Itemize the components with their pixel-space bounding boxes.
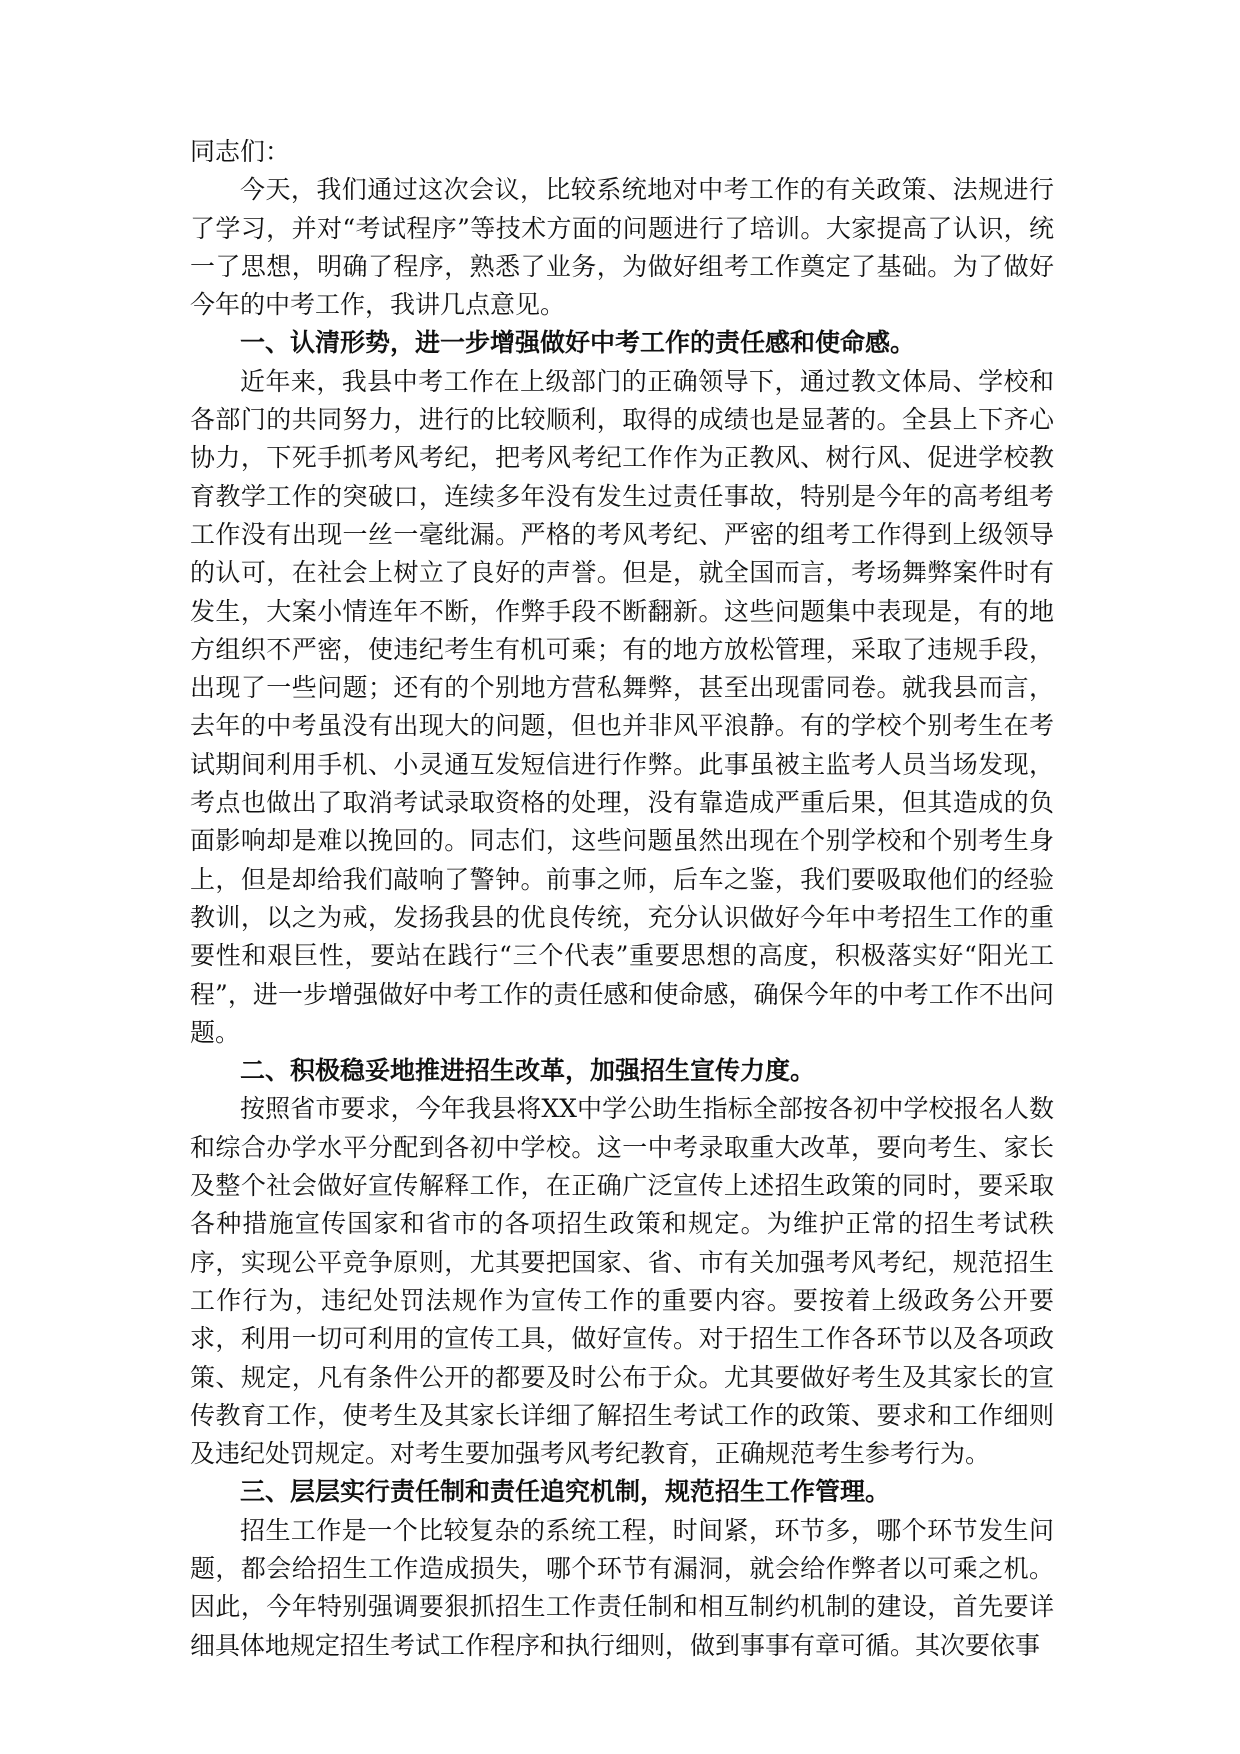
section-1-heading: 一、认清形势，进一步增强做好中考工作的责任感和使命感。 <box>240 328 916 358</box>
section-1-paragraph: 近年来，我县中考工作在上级部门的正确领导下，通过教文体局、学校和各部门的共同努力，进行的比较顺利，取得的成绩也是显著的。全县上下齐心协力，下死手抓考风考纪，把考风考纪工作作为正教风、树行风、促进学校教育教学工作的突破口，连续多年没有发生过责任事故，特别是今年的高考组考工作没有出现一丝一毫纰漏。严格的考风考纪、严密的组考工作得到上级领导的认可，在社会上树立了良好的声誉。但是，就全国而言，考场舞弊案件时有发生，大案小情连年不断，作弊手段不断翻新。这些问题集中表现是，有的地方组织不严密，使违纪考生有机可乘；有的地方放松管理，采取了违规手段，出现了一些问题；还有的个别地方营私舞弊，甚至出现雷同卷。就我县而言，去年的中考虽没有出现大的问题，但也并非风平浪静。有的学校个别考生在考试期间利用手机、小灵通互发短信进行作弊。此事虽被主监考人员当场发现，考点也做出了取消考试录取资格的处理，没有靠造成严重后果，但其造成的负面影响却是难以挽回的。同志们，这些问题虽然出现在个别学校和个别考生身上，但是却给我们敲响了警钟。前事之师，后车之鉴，我们要吸取他们的经验教训，以之为戒，发扬我县的优良传统，充分认识做好今年中考招生工作的重要性和艰巨性，要站在践行“三个代表”重要思想的高度，积极落实好“阳光工程”，进一步增强做好中考工作的责任感和使命感，确保今年的中考工作不出问题。 <box>190 366 1054 1047</box>
section-3-heading: 三、层层实行责任制和责任追究机制，规范招生工作管理。 <box>240 1477 891 1507</box>
section-3-paragraph: 招生工作是一个比较复杂的系统工程，时间紧，环节多，哪个环节发生问题，都会给招生工作造成损失，哪个环节有漏洞，就会给作弊者以可乘之机。因此，今年特别强调要狠抓招生工作责任制和相互制约机制的建设，首先要详细具体地规定招生考试工作程序和执行细则，做到事事有章可循。其次要依事 <box>190 1515 1054 1660</box>
section-2-heading: 二、积极稳妥地推进招生改革，加强招生宣传力度。 <box>240 1056 816 1086</box>
salutation: 同志们： <box>190 137 291 166</box>
intro-paragraph: 今天，我们通过这次会议，比较系统地对中考工作的有关政策、法规进行了学习，并对“考试程序”等技术方面的问题进行了培训。大家提高了认识，统一了思想，明确了程序，熟悉了业务，为做好组考工作奠定了基础。为了做好今年的中考工作，我讲几点意见。 <box>190 175 1054 320</box>
section-2-paragraph: 按照省市要求，今年我县将XX中学公助生指标全部按各初中学校报名人数和综合办学水平分配到各初中学校。这一中考录取重大改革，要向考生、家长及整个社会做好宣传解释工作，在正确广泛宣传上述招生政策的同时，要采取各种措施宣传国家和省市的各项招生政策和规定。为维护正常的招生考试秩序，实现公平竞争原则，尤其要把国家、省、市有关加强考风考纪，规范招生工作行为，违纪处罚法规作为宣传工作的重要内容。要按着上级政务公开要求，利用一切可利用的宣传工具，做好宣传。对于招生工作各环节以及各项政策、规定，凡有条件公开的都要及时公布于众。尤其要做好考生及其家长的宣传教育工作，使考生及其家长详细了解招生考试工作的政策、要求和工作细则及违纪处罚规定。对考生要加强考风考纪教育，正确规范考生参考行为。 <box>190 1094 1054 1469</box>
document-body <box>190 133 1054 1665</box>
